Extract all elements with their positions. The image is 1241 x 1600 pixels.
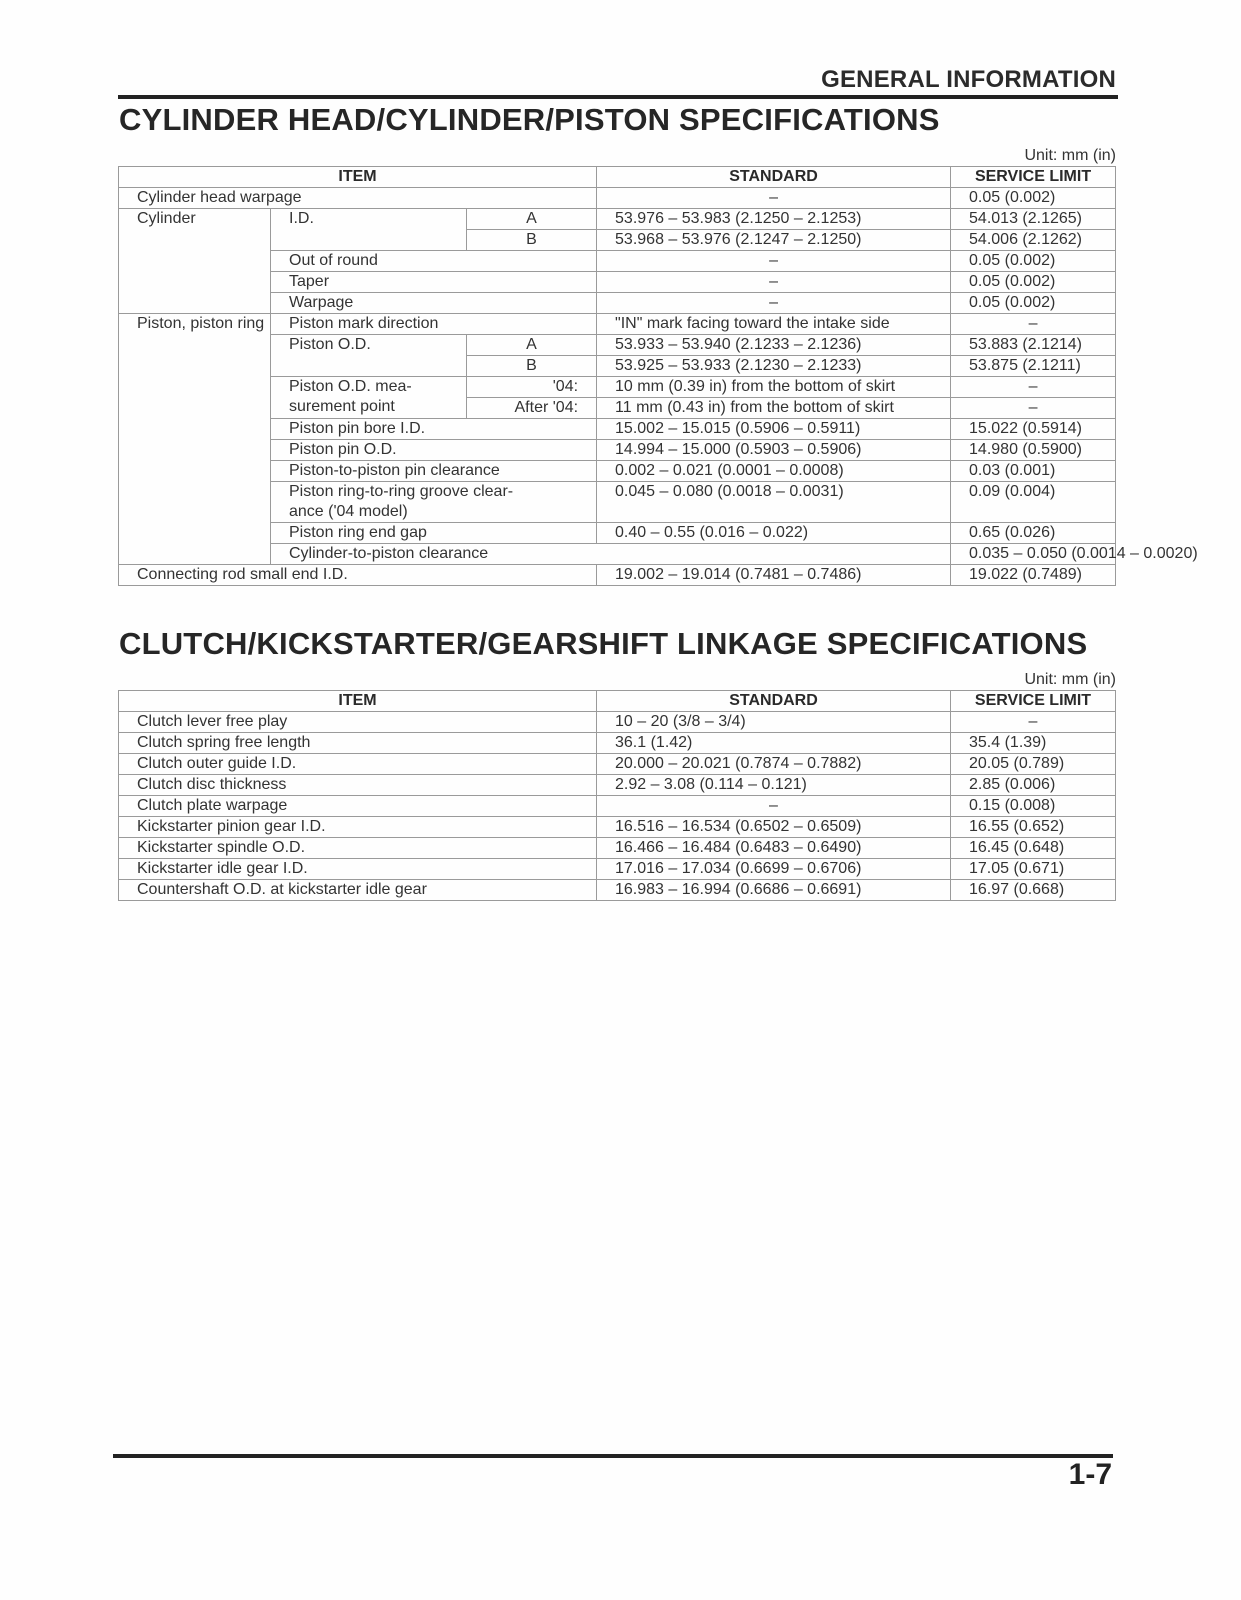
limit-cell: 0.05 (0.002) [951, 293, 1116, 314]
item-cell: Cylinder head warpage [119, 188, 597, 209]
limit-cell: 35.4 (1.39) [951, 733, 1116, 754]
limit-cell: – [951, 398, 1116, 419]
sub-cell: After '04: [467, 398, 597, 419]
limit-cell: 0.05 (0.002) [951, 272, 1116, 293]
limit-cell: 0.05 (0.002) [951, 251, 1116, 272]
standard-cell: 2.92 – 3.08 (0.114 – 0.121) [597, 775, 951, 796]
item-cell: Cylinder-to-piston clearance [271, 544, 951, 565]
limit-cell: 2.85 (0.006) [951, 775, 1116, 796]
standard-cell: "IN" mark facing toward the intake side [597, 314, 951, 335]
item-cell: Piston pin O.D. [271, 440, 597, 461]
limit-cell: – [951, 712, 1116, 733]
item-cell: Piston pin bore I.D. [271, 419, 597, 440]
standard-cell: – [597, 293, 951, 314]
limit-cell: 54.013 (2.1265) [951, 209, 1116, 230]
table-header-row [119, 691, 1116, 712]
cylinder-group-cell: Cylinder [119, 209, 271, 314]
item-cell: Piston ring end gap [271, 523, 597, 544]
cylinder-spec-table [118, 166, 1198, 586]
item-cell: Piston mark direction [271, 314, 597, 335]
standard-cell: 53.976 – 53.983 (2.1250 – 2.1253) [597, 209, 951, 230]
limit-cell: – [951, 314, 1116, 335]
standard-cell: 53.933 – 53.940 (2.1233 – 2.1236) [597, 335, 951, 356]
standard-cell: 36.1 (1.42) [597, 733, 951, 754]
limit-cell: 15.022 (0.5914) [951, 419, 1116, 440]
standard-cell: – [597, 796, 951, 817]
standard-cell: 16.466 – 16.484 (0.6483 – 0.6490) [597, 838, 951, 859]
piston-group-cell: Piston, piston ring [119, 314, 271, 565]
limit-cell: 19.022 (0.7489) [951, 565, 1116, 586]
table-row [119, 859, 1116, 880]
footer-rule [113, 1454, 1113, 1458]
standard-cell: 0.40 – 0.55 (0.016 – 0.022) [597, 523, 951, 544]
table-row [119, 314, 1116, 335]
table-row [119, 796, 1116, 817]
table-row [119, 565, 1116, 586]
standard-cell: 0.002 – 0.021 (0.0001 – 0.0008) [597, 461, 951, 482]
header-item: ITEM [119, 691, 597, 712]
limit-cell: 0.09 (0.004) [951, 482, 1116, 523]
standard-cell: 0.035 – 0.050 (0.0014 – 0.0020) [951, 544, 1116, 565]
item-cell: Piston-to-piston pin clearance [271, 461, 597, 482]
item-cell: Warpage [271, 293, 597, 314]
item-cell: Clutch lever free play [119, 712, 597, 733]
item-cell: Countershaft O.D. at kickstarter idle gear [119, 880, 597, 901]
table-row [119, 209, 1116, 230]
table-row [119, 188, 1116, 209]
table-row [119, 712, 1116, 733]
table-row [119, 880, 1116, 901]
sub-cell: A [467, 209, 597, 230]
limit-cell: 53.875 (2.1211) [951, 356, 1116, 377]
standard-cell: 0.045 – 0.080 (0.0018 – 0.0031) [597, 482, 951, 523]
sub-cell: B [467, 356, 597, 377]
clutch-spec-table [118, 690, 1116, 901]
cylinder-unit-label: Unit: mm (in) [1024, 147, 1116, 164]
table-row [119, 733, 1116, 754]
table-row [119, 754, 1116, 775]
standard-cell: 15.002 – 15.015 (0.5906 – 0.5911) [597, 419, 951, 440]
standard-cell: 11 mm (0.43 in) from the bottom of skirt [597, 398, 951, 419]
limit-cell: 20.05 (0.789) [951, 754, 1116, 775]
table-row [119, 838, 1116, 859]
header-standard: STANDARD [597, 691, 951, 712]
limit-cell: 53.883 (2.1214) [951, 335, 1116, 356]
limit-cell: 54.006 (2.1262) [951, 230, 1116, 251]
limit-cell: 14.980 (0.5900) [951, 440, 1116, 461]
item-cell: Clutch outer guide I.D. [119, 754, 597, 775]
standard-cell: – [597, 251, 951, 272]
item-cell: Clutch disc thickness [119, 775, 597, 796]
sub-cell: '04: [467, 377, 597, 398]
standard-cell: 19.002 – 19.014 (0.7481 – 0.7486) [597, 565, 951, 586]
sub-cell: A [467, 335, 597, 356]
standard-cell: 20.000 – 20.021 (0.7874 – 0.7882) [597, 754, 951, 775]
standard-cell: 14.994 – 15.000 (0.5903 – 0.5906) [597, 440, 951, 461]
standard-cell: 16.516 – 16.534 (0.6502 – 0.6509) [597, 817, 951, 838]
limit-cell: 0.03 (0.001) [951, 461, 1116, 482]
standard-cell: 10 mm (0.39 in) from the bottom of skirt [597, 377, 951, 398]
item-cell: Connecting rod small end I.D. [119, 565, 597, 586]
header-service-limit: SERVICE LIMIT [951, 691, 1116, 712]
item-cell: Clutch plate warpage [119, 796, 597, 817]
header-service-limit: SERVICE LIMIT [951, 167, 1116, 188]
clutch-unit-label: Unit: mm (in) [1024, 671, 1116, 688]
header-section-label: GENERAL INFORMATION [821, 66, 1116, 93]
limit-cell: 16.55 (0.652) [951, 817, 1116, 838]
table-row [119, 775, 1116, 796]
limit-cell: 16.97 (0.668) [951, 880, 1116, 901]
item-cell: Piston ring-to-ring groove clear-ance ('04 model) [271, 482, 597, 523]
header-rule [118, 95, 1118, 99]
standard-cell: 16.983 – 16.994 (0.6686 – 0.6691) [597, 880, 951, 901]
item-cell: Kickstarter pinion gear I.D. [119, 817, 597, 838]
cylinder-section-title: CYLINDER HEAD/CYLINDER/PISTON SPECIFICATIONS [119, 102, 940, 137]
item-cell: Kickstarter spindle O.D. [119, 838, 597, 859]
standard-cell: 53.968 – 53.976 (2.1247 – 2.1250) [597, 230, 951, 251]
limit-cell: 17.05 (0.671) [951, 859, 1116, 880]
item-cell: Clutch spring free length [119, 733, 597, 754]
standard-cell: – [597, 272, 951, 293]
clutch-section-title: CLUTCH/KICKSTARTER/GEARSHIFT LINKAGE SPECIFICATIONS [119, 626, 1088, 661]
standard-cell: 53.925 – 53.933 (2.1230 – 2.1233) [597, 356, 951, 377]
measurement-label-cell: Piston O.D. mea-surement point [271, 377, 467, 419]
limit-cell: 0.05 (0.002) [951, 188, 1116, 209]
table-header-row [119, 167, 1116, 188]
od-label-cell: Piston O.D. [271, 335, 467, 377]
limit-cell: – [951, 377, 1116, 398]
limit-cell: 0.15 (0.008) [951, 796, 1116, 817]
limit-cell: 16.45 (0.648) [951, 838, 1116, 859]
limit-cell: 0.65 (0.026) [951, 523, 1116, 544]
sub-cell: B [467, 230, 597, 251]
header-standard: STANDARD [597, 167, 951, 188]
item-cell: Taper [271, 272, 597, 293]
id-label-cell: I.D. [271, 209, 467, 251]
page-number: 1-7 [1068, 1458, 1112, 1491]
standard-cell: 17.016 – 17.034 (0.6699 – 0.6706) [597, 859, 951, 880]
standard-cell: 10 – 20 (3/8 – 3/4) [597, 712, 951, 733]
item-cell: Out of round [271, 251, 597, 272]
item-cell: Kickstarter idle gear I.D. [119, 859, 597, 880]
header-item: ITEM [119, 167, 597, 188]
table-row [119, 817, 1116, 838]
standard-cell: – [597, 188, 951, 209]
